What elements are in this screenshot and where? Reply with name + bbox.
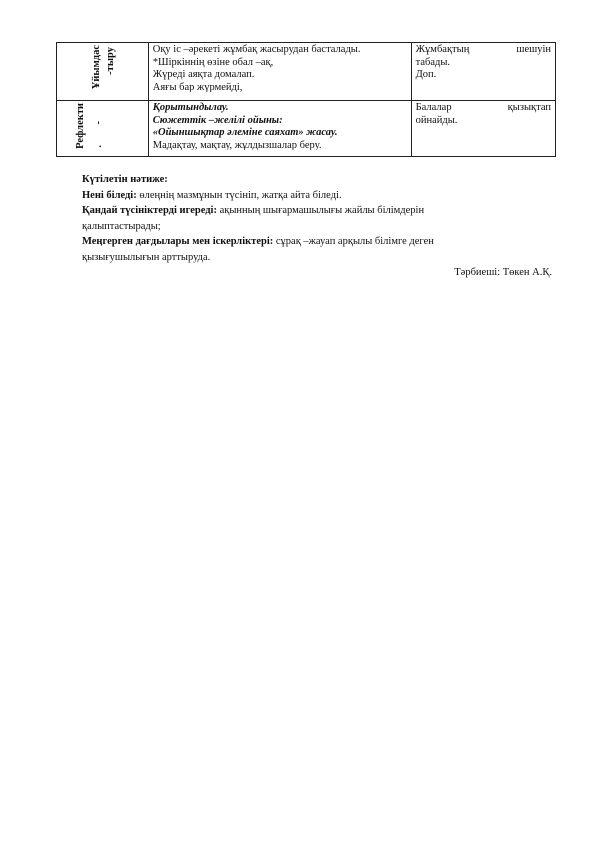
table-row — [57, 101, 556, 157]
stage-label-continued: - — [93, 121, 104, 125]
stage-cell — [57, 101, 149, 157]
stage-label: Ұйымдас — [91, 45, 102, 90]
lesson-plan-table — [56, 42, 556, 157]
expected-result-section — [82, 172, 552, 281]
stage-label: Рефлекти — [75, 103, 86, 149]
skills-line: Меңгерген дағдылары мен іскерліктері: сұрақ –жауап арқылы білімге деген — [82, 236, 434, 247]
children-activity-cell: Балалар қызықтап ойнайды. — [411, 101, 555, 157]
children-activity-cell: Жұмбақтың шешуін табады. Доп. — [411, 43, 555, 101]
skills-line-continued: қызығушылығын арттыруда. — [82, 251, 211, 263]
stage-label-continued: . — [93, 145, 104, 148]
activity-cell: Оқу іс –әрекеті жұмбақ жасырудан басталады. *Шіркіннің өзіне обал –ақ, Жүреді аяқта домалап. Аяғы бар жүрмейді, — [148, 43, 411, 101]
knows-line: Нені біледі: өлеңнің мазмұнын түсініп, жатқа айта біледі. — [82, 189, 342, 201]
stage-label-continued: -тыру — [105, 47, 116, 75]
result-title: Күтілетін нәтиже: — [82, 174, 168, 185]
ideas-line-continued: қалыптастырады; — [82, 220, 161, 232]
activity-cell: Қорытындылау. Сюжеттік –желілі ойыны: «Ойыншықтар әлеміне саяхат» жасау. Мадақтау, мақтау, жұлдызшалар беру. — [148, 101, 411, 157]
table-row — [57, 43, 556, 101]
ideas-line: Қандай түсініктерді игереді: ақынның шығармашылығы жайлы білімдерін — [82, 205, 425, 216]
stage-cell — [57, 43, 149, 101]
teacher-signature: Тәрбиеші: Төкен А.Қ. — [454, 267, 552, 278]
